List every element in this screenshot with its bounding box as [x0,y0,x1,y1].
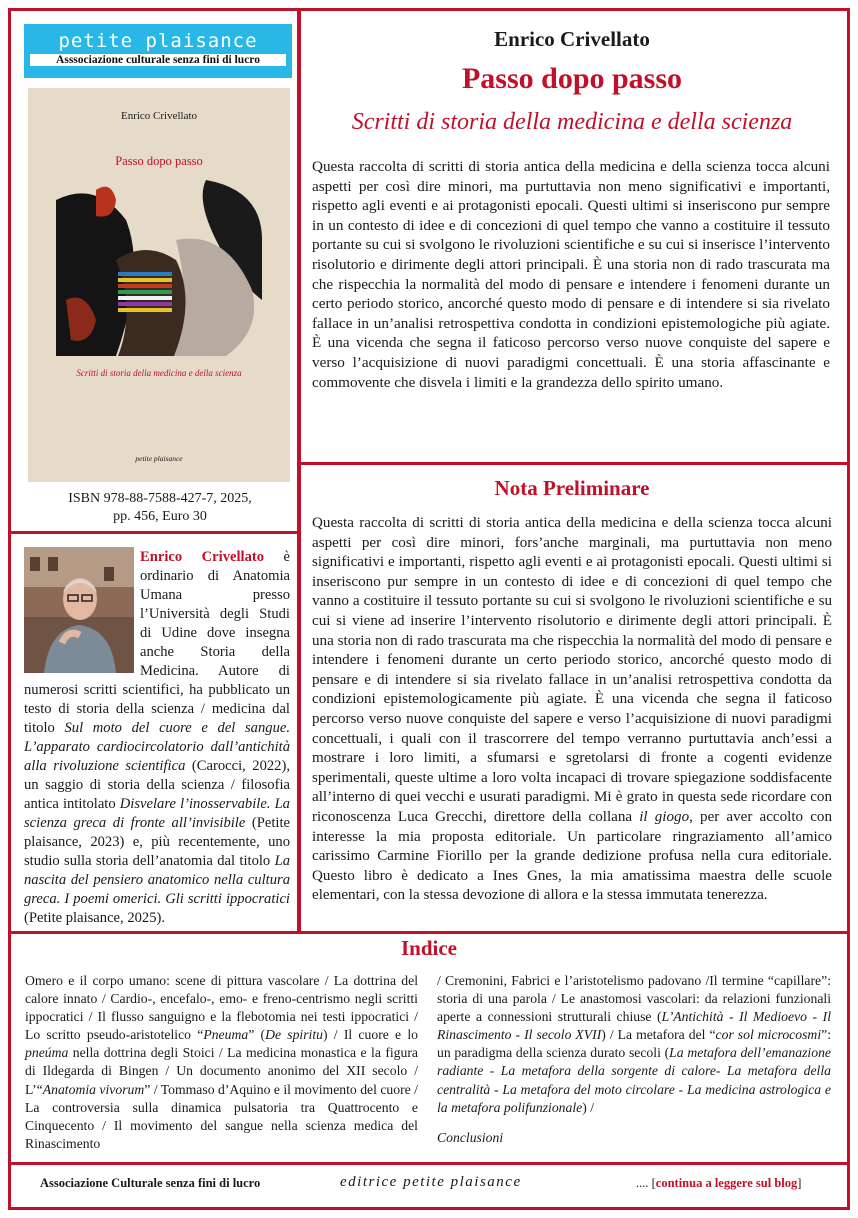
index-column-left [25,972,418,1153]
index-l1: Omero e il corpo umano: scene di pittura vascolare / La dottrina del calore innato / Cardio-, encefalo-, emo- e freno-centrismo negli scritti ippocratici / Il flusso sanguigno e la flebotomia nei testi ippocratici / Lo scritto pseudo-aristotelico “ [25,973,418,1043]
index-l2: ” ( [248,1027,266,1043]
divider-vertical [297,8,301,934]
index-l3: ) / Il cuore e lo [323,1027,419,1043]
bio-text-3: (Petite plaisance, 2023) e, più recentemente, uno studio sulla storia dell’anatomia dal titolo [24,815,290,869]
bio-book-3: La nascita del pensiero anatomico nella cultura greca. I poemi omerici. Gli scritti ippocratici [24,853,290,907]
index-conclusioni: Conclusioni [437,1129,504,1145]
bio-text-4: (Petite plaisance, 2025). [24,910,166,926]
cover-publisher: petite plaisance [135,454,183,463]
divider-left-mid [8,531,299,534]
index-title: Indice [400,936,457,960]
nota-title: Nota Preliminare [494,476,650,500]
index-li3: pneúma [25,1045,69,1061]
index-l4: nella dottrina degli Stoici / La medicina monastica e la figura di Ildegarda di Bingen / Un documento anonimo del XII secolo / L’“ [25,1045,418,1097]
index-ri1: L’Antichità - Il Medioevo - Il Rinascimento - Il secolo XVII [437,1009,831,1043]
index-li4: Anatomia vivorum [42,1081,145,1097]
index-li2: De spiritu [265,1027,324,1043]
book-title: Passo dopo passo [461,62,683,95]
index-r1: / Cremonini, Fabrici e l’aristotelismo padovano /Il termine “capillare”: storia di una parola / Le anastomosi vascolari: da relazioni funzionali aperte a connessioni strutturali chiuse ( [437,973,831,1025]
book-blurb: Questa raccolta di scritti di storia antica della medicina e della scienza tocca alcuni aspetti per così dire minori, ma purtuttavia non meno significativi e importanti, rispetto agli eventi e ai protagonisti epocali. Questi ultimi si inseriscono pur sempre in un contesto di idee e di concezioni di quel tempo che vanno a costituire il tessuto portante su cui si svolgono le rivoluzioni scientifiche e su cui si inserisce l’intervento risolutorio e dirimente degli attori principali. È una storia non di rado trascurata ma che rispecchia la normalità del modo di pensare e intendere i fenomeni durante un certo periodo storico, ancorché questo modo di pensare e di intendere si sia rivelato fallace in un’analisi retrospettiva condotta in condizioni epistemologiche più agiate. È una vicenda che segna il faticoso percorso verso nuove conquiste del sapere e verso l’acquisizione di nuovi paradigmi concettuali. È una storia affascinante e commovente che disvela i limiti e la grandezza dello spirito umano. [312,158,830,391]
divider-footer-top [8,1162,850,1165]
footer-suffix: ] [797,1176,802,1190]
index-ri3: La metafora dell’emanazione radiante - La metafora della sorgente di calore- La metafora della centralità - La metafora del moto circolare - La medicina astrologica e la metafora polifunzionale [437,1045,831,1115]
isbn-line-2: pp. 456, Euro 30 [113,509,207,524]
bio-book-2: Disvelare l’inosservabile. La scienza greca di fronte all’invisibile [24,796,290,831]
footer-continue [636,1176,801,1191]
nota-text-2: , per aver accolto con interesse la mia proposta editoriale. Un particolare ringraziamento all’amico carissimo Carmine Fiorillo per la grande dedizione profusa nella cura editoriale. Questo libro è dedicato a Ines Gnes, la mia amatissima maestra delle scuole elementari, con la stessa devozione di allora e la stessa immutata tenerezza. [312,808,832,904]
book-cover [28,88,290,482]
nota-text-1: Questa raccolta di scritti di storia antica della medicina e della scienza tocca alcuni aspetti per così dire minori, fors’anche marginali, ma purtuttavia non meno significativi e importanti, rispetto agli eventi e ai protagonisti epocali. Questi ultimi si inseriscono pur sempre in un contesto di idee e di concezioni di quel tempo che vanno a costituire il tessuto portante su cui si svolgono le rivoluzioni scientifiche e su cui si viene ad inserire l’intervento risolutorio e dirimente degli attori principali. È una storia non di rado trascurata ma che rispecchia la normalità del modo di pensare e intendere i fenomeni durante un certo periodo storico, ancorché questo modo di pensare e di intendere si sia rivelato fallace in un’analisi retrospettiva condotta da condizioni epistemologicamente più agiate. È una vicenda che segna il faticoso percorso verso nuove conquiste del sapere e verso l’acquisizione di nuovi paradigmi concettuali, i quali con il trascorrere del tempo verranno purtuttavia anch’essi a mostrare i loro limiti, a sfumarsi e sgretolarsi di fronte a cogenti evidenze sperimentali, queste ultime a loro volta incapaci di trovare spiegazione soddisfacente all’interno di quei vecchi e usurati paradigmi. Mi è grato in questa sede ricordare con riconoscenza Luca Grecchi, direttore della collana [312,515,832,825]
isbn-line-1: ISBN 978-88-7588-427-7, 2025, [68,491,252,506]
index-l5: ” / Tommaso d’Aquino e il movimento del cuore / La controversia sulla dinamica pulsatoria tra Quattrocento e Cinquecento / Il movimento del sangue nella scienza medica del Rinascimento [25,1081,418,1151]
author-bio [24,548,290,928]
divider-right-mid [299,462,850,465]
publisher-badge [24,24,292,78]
bio-book-1: Sul moto del cuore e del sangue. L’apparato cardiocircolatorio dall’antichità alla rivoluzione scientifica [24,720,290,774]
index-r4: ) / [582,1099,595,1115]
footer-association: Associazione Culturale senza fini di lucro [40,1176,261,1190]
cover-subtitle: Scritti di storia della medicina e della scienza [76,368,242,378]
isbn-info [24,490,296,526]
badge-subtitle: Asssociazione culturale senza fini di lucro [30,54,286,66]
bio-text-2: (Carocci, 2022), un saggio di storia della scienza / filosofia antica intitolato [24,758,290,812]
index-r2: ) / La metafora del “ [601,1027,716,1043]
index-r3: ”: un paradigma della scienza durato secoli ( [437,1027,832,1061]
book-author: Enrico Crivellato [494,27,650,51]
badge-name: petite plaisance [58,30,258,52]
cover-title: Passo dopo passo [115,154,203,168]
footer-publisher-logo: editrice petite plaisance [340,1174,522,1190]
bio-name: Enrico Crivellato [140,549,265,565]
cover-author: Enrico Crivellato [120,110,198,122]
bio-text-1: è ordinario di Anatomia Umana presso l’Università degli Studi di Udine dove insegna anche Storia della Medicina. Autore di numerosi scritti scientifici, ha pubblicato un testo di storia della scienza / medicina dal titolo [24,549,290,736]
index-ri2: cor sol microcosmi [715,1027,822,1043]
cover-artwork [56,180,262,356]
nota-text [312,514,832,906]
footer-prefix: .... [ [636,1176,656,1190]
divider-index-top [8,931,850,934]
nota-series: il giogo [639,808,690,825]
continue-reading-link[interactable]: continua a leggere sul blog [655,1176,798,1190]
book-subtitle: Scritti di storia della medicina e della scienza [351,109,793,135]
index-li1: Pneuma [203,1027,249,1043]
index-column-right [437,972,831,1147]
